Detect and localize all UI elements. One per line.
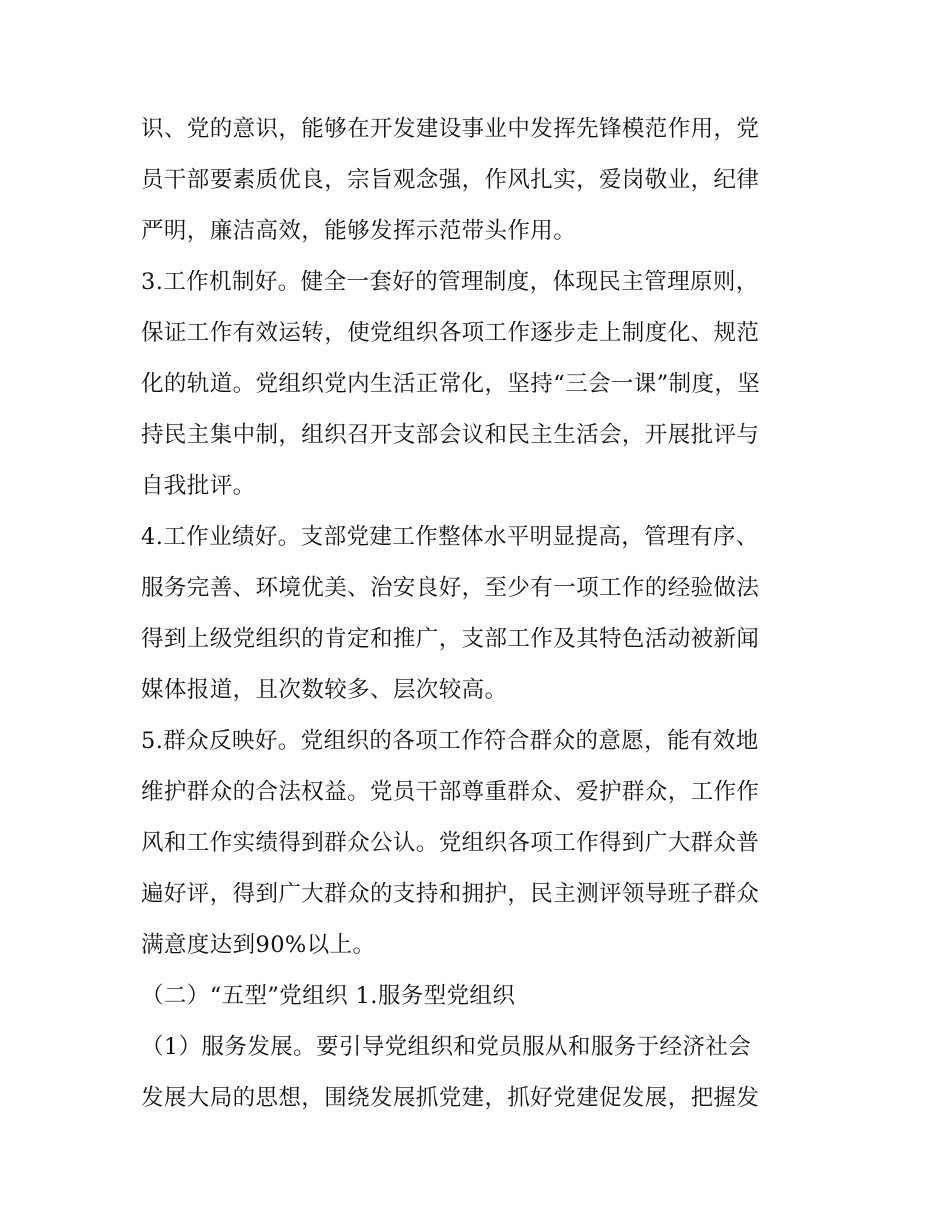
text-line: 4.工作业绩好。支部党建工作整体水平明显提高，管理有序、 — [141, 524, 759, 550]
text-line: 服务完善、环境优美、治安良好，至少有一项工作的经验做法 — [141, 575, 760, 601]
text-line: 媒体报道，且次数较多、层次较高。 — [141, 677, 508, 703]
text-line: （1）服务发展。要引导党组织和党员服从和服务于经济社会 — [141, 1034, 752, 1060]
text-line: 员干部要素质优良，宗旨观念强，作风扎实，爱岗敬业，纪律 — [141, 167, 760, 193]
text-line: 遍好评，得到广大群众的支持和拥护，民主测评领导班子群众 — [141, 881, 760, 907]
text-line: 识、党的意识，能够在开发建设事业中发挥先锋模范作用，党 — [141, 116, 760, 142]
text-line: 得到上级党组织的肯定和推广，支部工作及其特色活动被新闻 — [141, 626, 760, 652]
text-line: 持民主集中制，组织召开支部会议和民主生活会，开展批评与 — [141, 422, 760, 448]
text-line: 化的轨道。党组织党内生活正常化，坚持“三会一课”制度，坚 — [141, 371, 761, 397]
text-line: 发展大局的思想，围绕发展抓党建，抓好党建促发展，把握发 — [141, 1085, 760, 1111]
text-line: 满意度达到90%以上。 — [141, 932, 376, 958]
text-line: 自我批评。 — [141, 473, 256, 499]
text-line: 维护群众的合法权益。党员干部尊重群众、爱护群众，工作作 — [141, 779, 760, 805]
text-line: 3.工作机制好。健全一套好的管理制度，体现民主管理原则， — [141, 269, 759, 295]
text-line: 5.群众反映好。党组织的各项工作符合群众的意愿，能有效地 — [141, 728, 759, 754]
text-line: 风和工作实绩得到群众公认。党组织各项工作得到广大群众普 — [141, 830, 760, 856]
text-line: 保证工作有效运转，使党组织各项工作逐步走上制度化、规范 — [141, 320, 760, 346]
text-line: 严明，廉洁高效，能够发挥示范带头作用。 — [141, 218, 577, 244]
section-heading: （二）“五型”党组织 1.服务型党组织 — [141, 983, 516, 1009]
